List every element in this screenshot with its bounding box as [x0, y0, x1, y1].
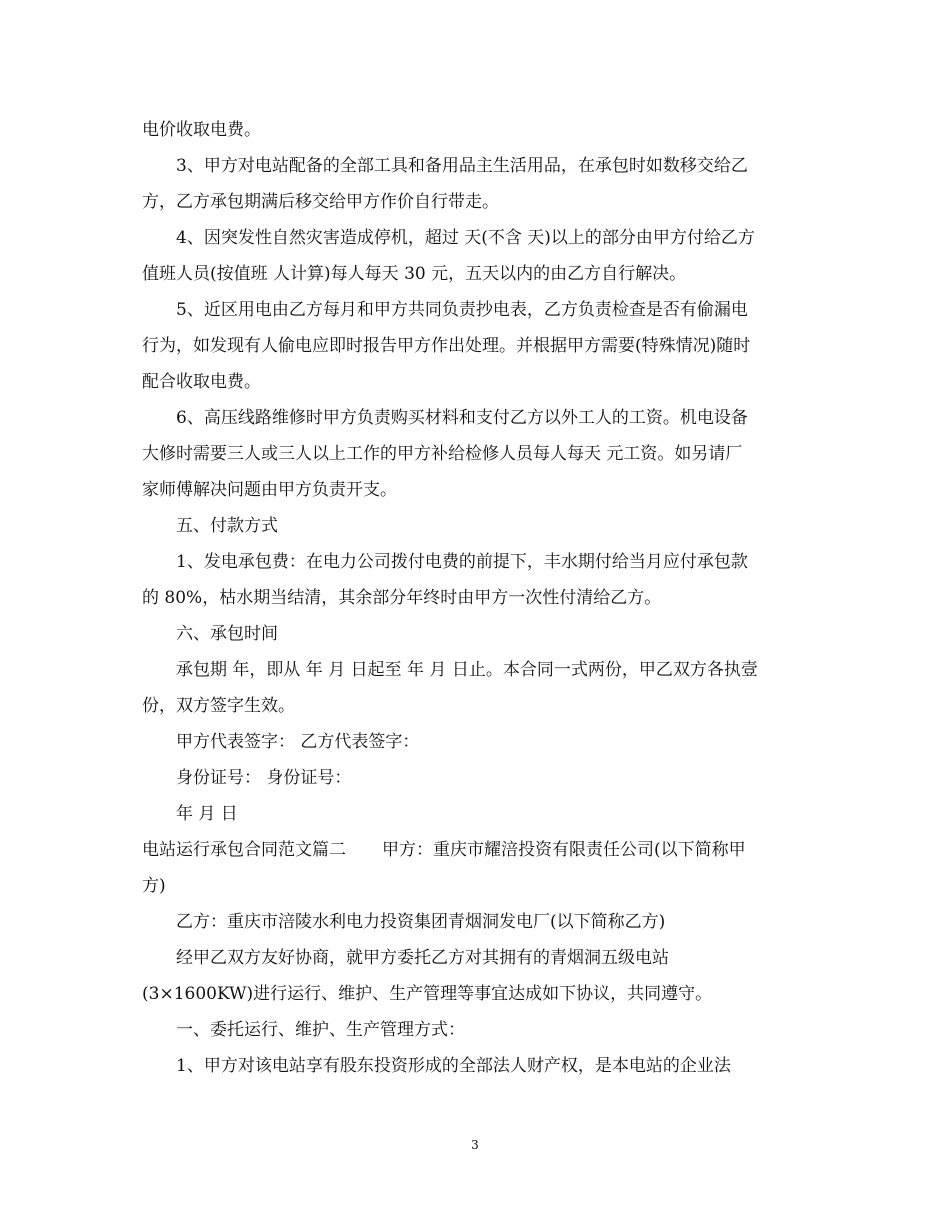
party-b-line: 乙方：重庆市涪陵水利电力投资集团青烟洞发电厂(以下简称乙方)	[176, 912, 666, 932]
text-line: 6、高压线路维修时甲方负责购买材料和支付乙方以外工人的工资。机电设备	[176, 408, 748, 428]
text-line: 方，乙方承包期满后移交给甲方作价自行带走。	[142, 192, 499, 212]
party-a-line: 甲方：重庆市耀涪投资有限责任公司(以下简称甲	[382, 840, 746, 860]
id-number-line: 身份证号： 身份证号：	[176, 768, 352, 788]
date-line: 年 月 日	[176, 804, 238, 824]
document-body	[142, 112, 814, 1084]
section-heading: 六、承包时间	[176, 624, 278, 644]
text-line: 经甲乙双方友好协商，就甲方委托乙方对其拥有的青烟洞五级电站	[176, 948, 669, 968]
text-line: 行为，如发现有人偷电应即时报告甲方作出处理。并根据甲方需要(特殊情况)随时	[142, 336, 751, 356]
text-line: 配合收取电费。	[142, 372, 261, 392]
text-line: (3×1600KW)进行运行、维护、生产管理等事宜达成如下协议，共同遵守。	[142, 984, 713, 1004]
article-title: 电站运行承包合同范文篇二	[142, 840, 346, 860]
text-line: 承包期 年，即从 年 月 日起至 年 月 日止。本合同一式两份，甲乙双方各执壹	[176, 660, 758, 680]
text-line: 的 80%，枯水期当结清，其余部分年终时由甲方一次性付清给乙方。	[142, 588, 662, 608]
text-line	[142, 832, 814, 868]
text-line: 家师傅解决问题由甲方负责开支。	[142, 480, 397, 500]
page-number: 3	[471, 1138, 479, 1152]
text-line: 5、近区用电由乙方每月和甲方共同负责抄电表，乙方负责检查是否有偷漏电	[176, 300, 748, 320]
signature-line: 甲方代表签字： 乙方代表签字：	[176, 732, 420, 752]
text-line: 1、甲方对该电站享有股东投资形成的全部法人财产权，是本电站的企业法	[176, 1056, 731, 1076]
text-line: 1、发电承包费：在电力公司拨付电费的前提下，丰水期付给当月应付承包款	[176, 552, 748, 572]
text-line: 方)	[142, 876, 166, 896]
text-line: 值班人员(按值班 人计算)每人每天 30 元，五天以内的由乙方自行解决。	[142, 264, 687, 284]
section-heading: 五、付款方式	[176, 516, 278, 536]
section-heading: 一、委托运行、维护、生产管理方式：	[176, 1020, 465, 1040]
text-line: 3、甲方对电站配备的全部工具和备用品主生活用品，在承包时如数移交给乙	[176, 156, 748, 176]
text-line: 电价收取电费。	[142, 120, 261, 140]
text-line: 大修时需要三人或三人以上工作的甲方补给检修人员每人每天 元工资。如另请厂	[142, 444, 743, 464]
text-line: 份，双方签字生效。	[142, 696, 295, 716]
text-line: 4、因突发性自然灾害造成停机，超过 天(不含 天)以上的部分由甲方付给乙方	[176, 228, 755, 248]
